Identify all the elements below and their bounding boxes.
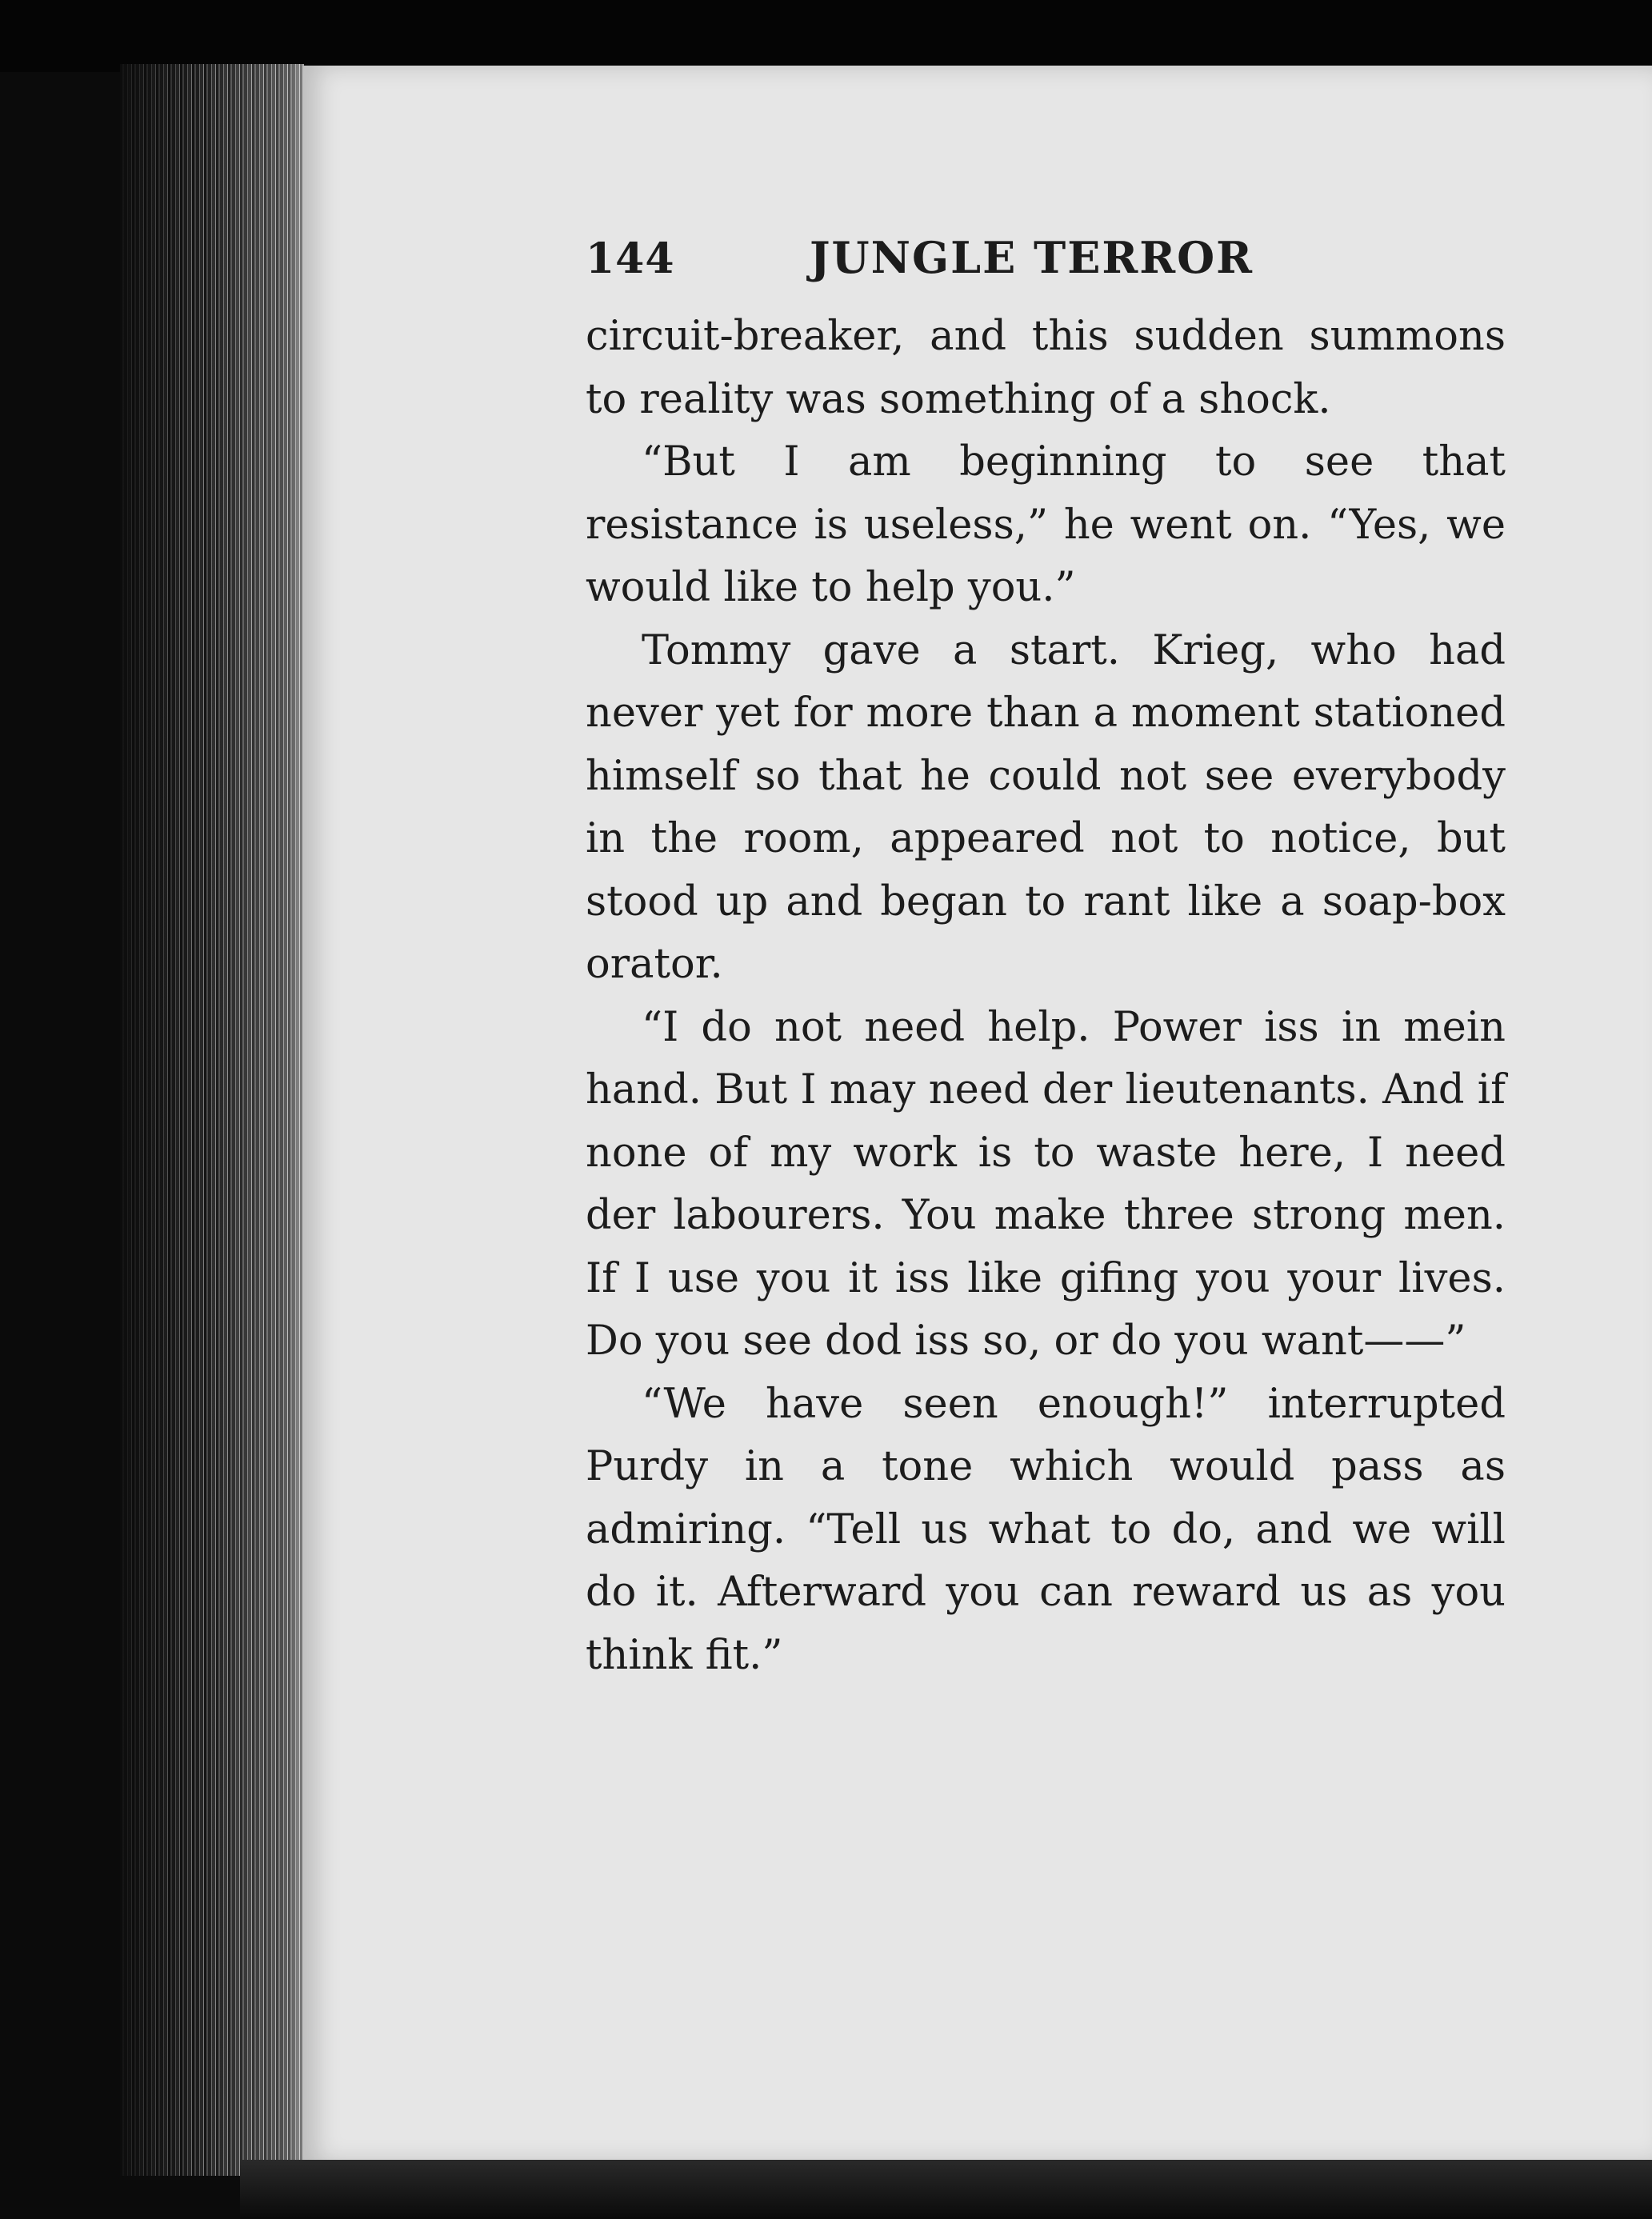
running-head <box>586 232 1506 312</box>
paragraph: “But I am beginning to see that resistance is useless,” he went on. “Yes, we would like to help you.” <box>586 438 1506 611</box>
paragraph: circuit-breaker, and this sudden summons to reality was something of a shock. <box>586 313 1506 423</box>
scan-bottom-border <box>240 2160 1652 2219</box>
paragraph: Tommy gave a start. Krieg, who had never yet for more than a moment stationed himself so that he could not see everybody in the room, appeared not to notice, but stood up and began to rant like a soap-box orator. <box>586 626 1506 988</box>
running-title: JUNGLE TERROR <box>810 232 1254 283</box>
book-page-edges-shading <box>120 64 304 2176</box>
page-number: 144 <box>586 234 675 283</box>
page-text-block <box>586 232 1506 1687</box>
scan-top-border <box>0 0 1652 72</box>
paragraph: “I do not need help. Power iss in mein hand. But I may need der lieutenants. And if none of my work is to waste here, I need der labourers. You make three strong men. If I use you it iss like gifing you your lives. Do you see dod iss so, or do you want——” <box>586 1003 1506 1365</box>
paragraph: “We have seen enough!” interrupted Purdy in a tone which would pass as admiring. “Tell us what to do, and we will do it. Afterward you can reward us as you think fit.” <box>586 1380 1506 1679</box>
